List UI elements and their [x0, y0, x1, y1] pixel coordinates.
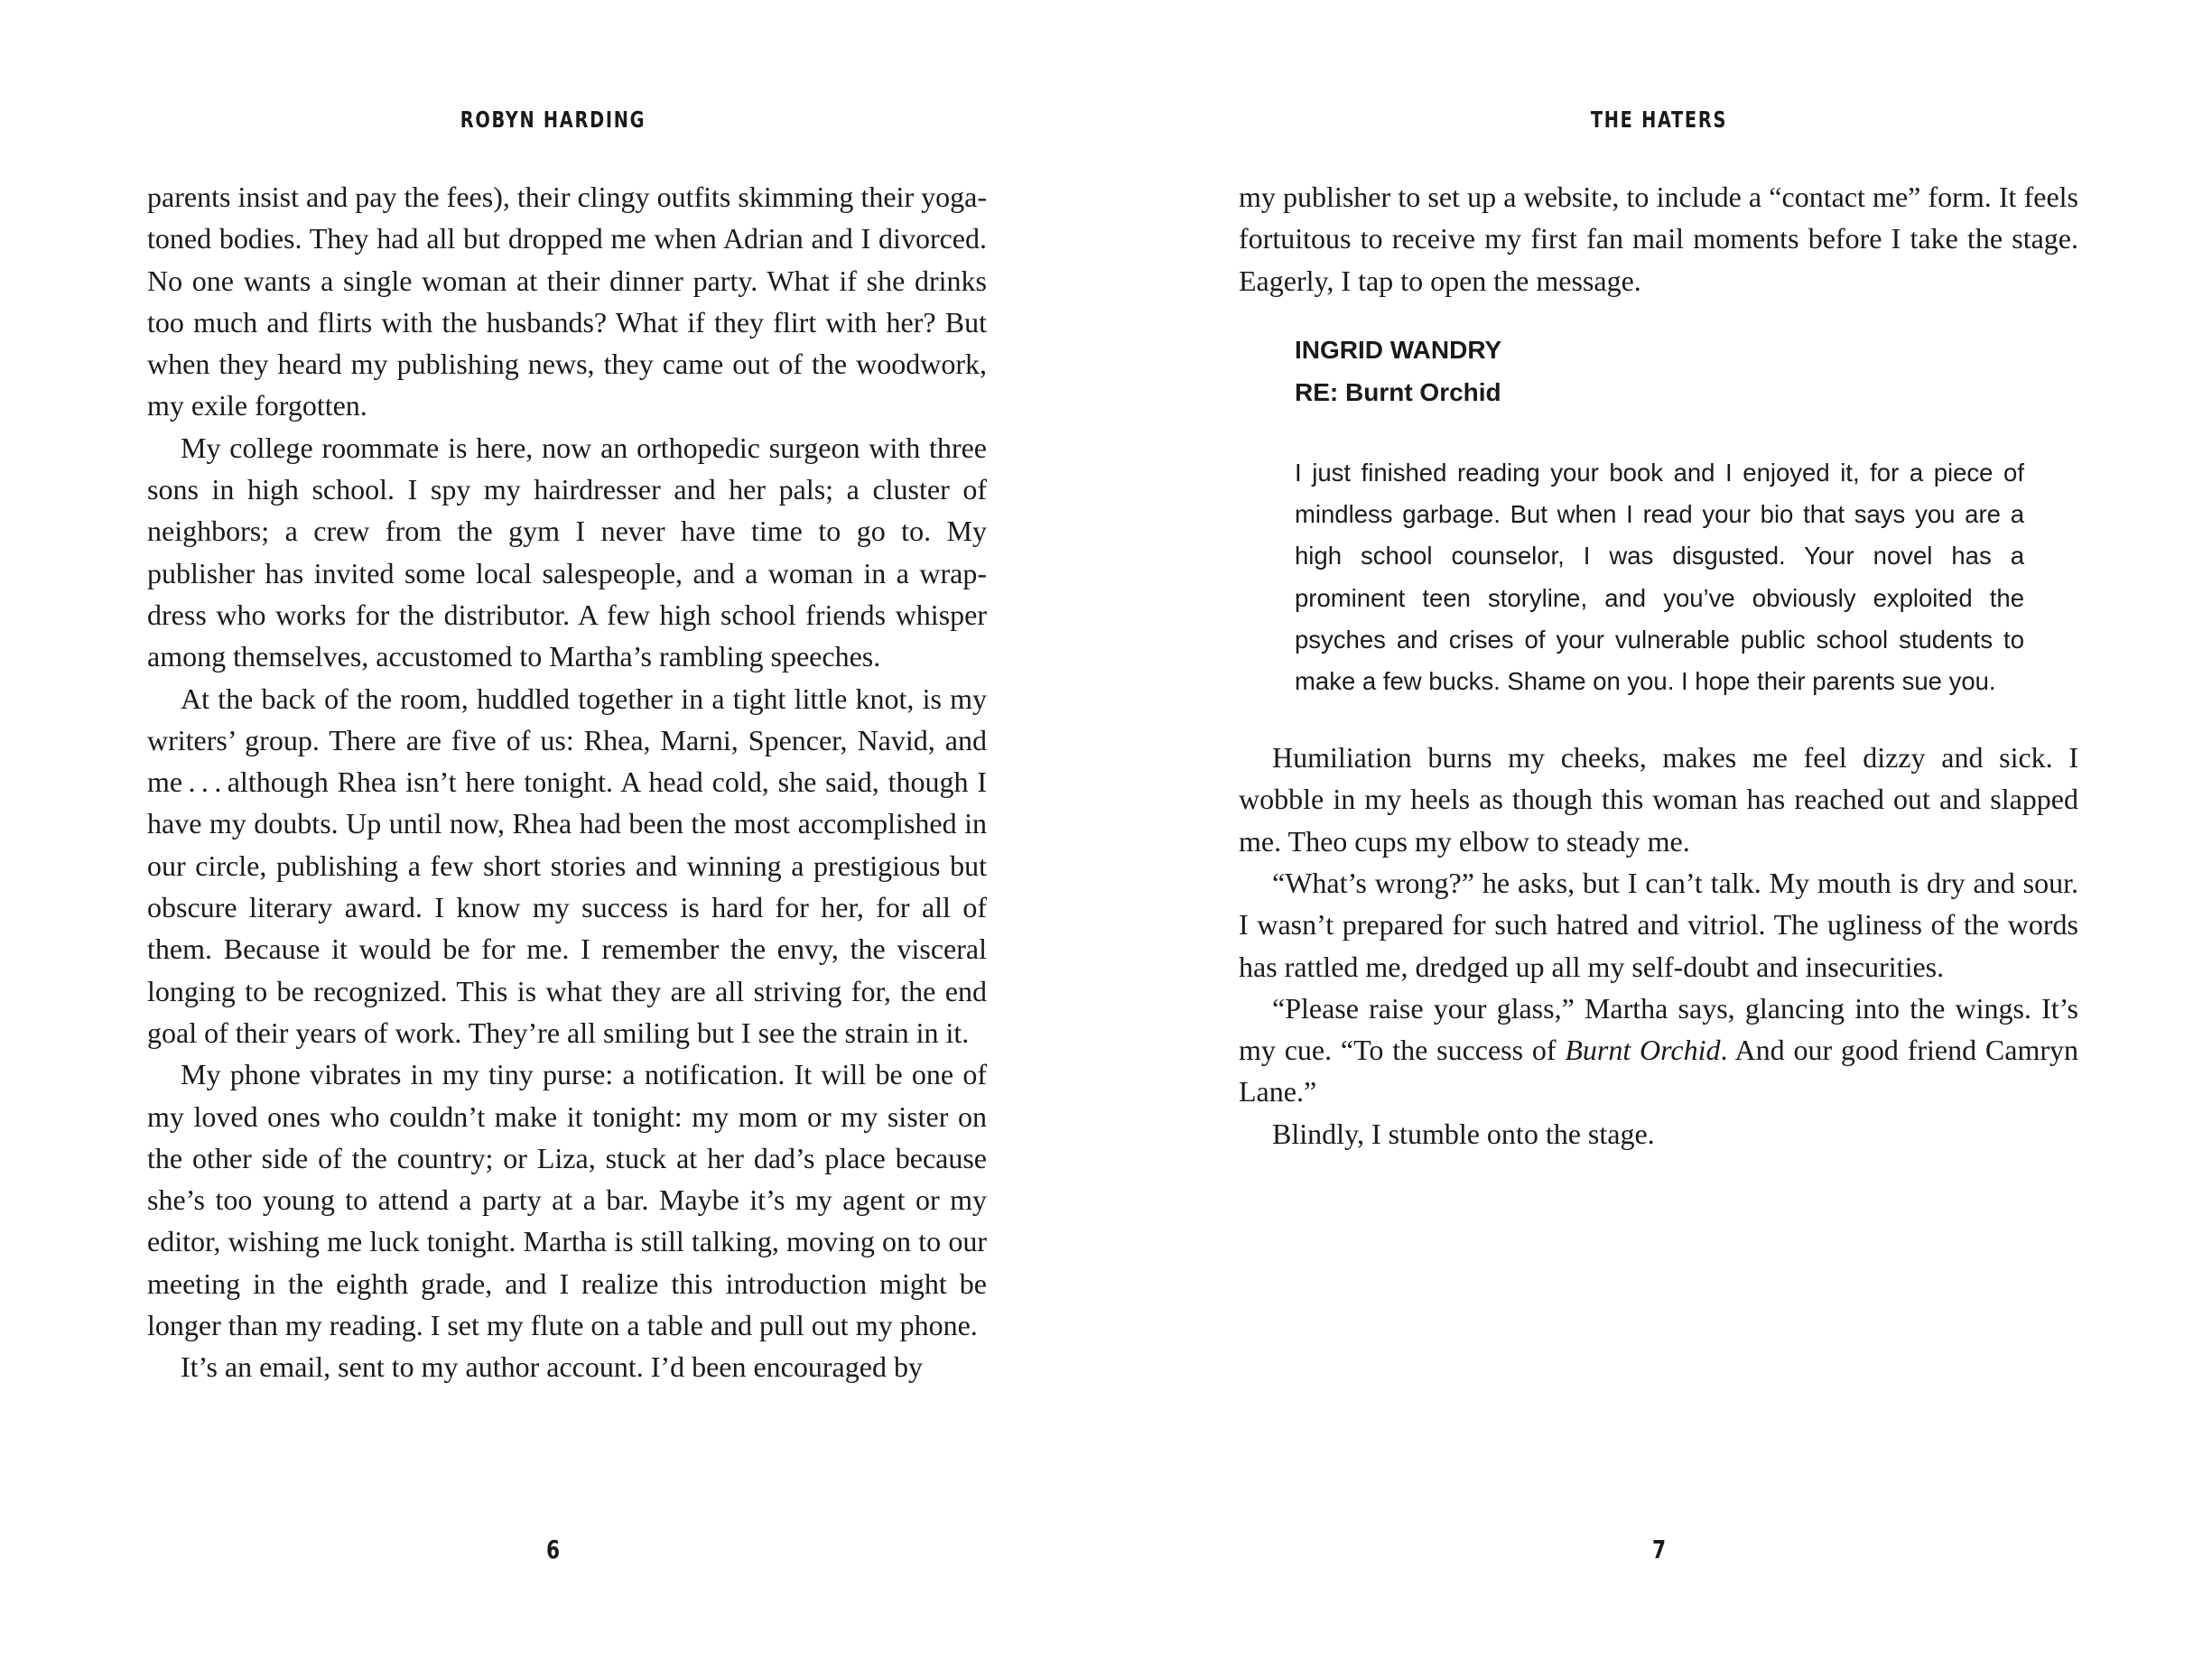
email-message: [1239, 329, 2024, 702]
paragraph: It’s an email, sent to my author account. I’d been encouraged by: [181, 1350, 923, 1384]
paragraph: Humiliation burns my cheeks, makes me feel dizzy and sick. I wobble in my heels as though this woman has reached out and slapped me. Theo cups my elbow to steady me.: [1239, 741, 2078, 858]
paragraph-toast: [1239, 988, 2078, 1113]
left-page-body: [147, 176, 987, 1388]
paragraph: parents insist and pay the fees), their clingy outfits skimming their yoga-toned bodies. They had all but dropped me when Adrian and I divorced. No one wants a single woman at their dinner party. What if she drinks too much and flirts with the husbands? What if they flirt with her? But when they heard my publishing news, they came out of the woodwork, my exile forgotten.: [147, 181, 987, 422]
toast-text-before: “Please raise your glass,” Martha says, glancing into the wings. It’s my cue. “To the success of: [1239, 991, 2078, 1067]
paragraph: Blindly, I stumble onto the stage.: [1272, 1117, 1655, 1150]
email-subject: RE: Burnt Orchid: [1295, 377, 1501, 406]
paragraph: My college roommate is here, now an orthopedic surgeon with three sons in high school. I spy my hairdresser and her pals; a cluster of neighbors; a crew from the gym I never have time to go to. My publisher has invited some local salespeople, and a woman in a wrap-dress who works for the distributor. A few high school friends whisper among themselves, accustomed to Martha’s rambling speeches.: [147, 431, 987, 673]
email-sender: INGRID WANDRY: [1295, 335, 1502, 364]
running-head-author: ROBYN HARDING: [460, 107, 646, 133]
paragraph: my publisher to set up a website, to include a “contact me” form. It feels fortuitous to receive my first fan mail moments before I take the stage. Eagerly, I tap to open the message.: [1239, 181, 2078, 297]
right-page-body: [1239, 176, 2078, 1155]
paragraph: “What’s wrong?” he asks, but I can’t talk. My mouth is dry and sour. I wasn’t prepared for such hatred and vitriol. The ugliness of the words has rattled me, dredged up all my self-doubt and insecurities.: [1239, 867, 2078, 983]
page-number: 6: [545, 1535, 561, 1564]
paragraph: My phone vibrates in my tiny purse: a notification. It will be one of my loved ones who couldn’t make it tonight: my mom or my sister on the other side of the country; or Liza, stuck at her dad’s place because she’s too young to attend a party at a bar. Maybe it’s my agent or my editor, wishing me luck tonight. Martha is still talking, moving on to our meeting in the eighth grade, and I realize this introduction might be longer than my reading. I set my flute on a table and pull out my phone.: [147, 1058, 987, 1342]
book-title: Burnt Orchid: [1565, 1034, 1721, 1067]
email-body: I just finished reading your book and I enjoyed it, for a piece of mindless garbage. But when I read your bio that says you are a high school counselor, I was disgusted. Your novel has a prominent teen storyline, and you’ve obviously exploited the psyches and crises of your vulnerable public school students to make a few bucks. Shame on you. I hope their parents sue you.: [1295, 458, 2024, 695]
running-head-title: THE HATERS: [1590, 107, 1728, 133]
page-number: 7: [1651, 1535, 1667, 1564]
toast-text-after: . And our good friend Camryn Lane.”: [1239, 1034, 2079, 1109]
right-page: [1106, 0, 2212, 1670]
paragraph: At the back of the room, huddled together in a tight little knot, is my writers’ group. There are five of us: Rhea, Marni, Spencer, Navid, and me . . . although Rhea isn’t here tonight. A head cold, she said, though I have my doubts. Up until now, Rhea had been the most accomplished in our circle, publishing a few short stories and winning a prestigious but obscure literary award. I know my success is hard for her, for all of them. Because it would be for me. I remember the envy, the visceral longing to be recognized. This is what they are all striving for, the end goal of their years of work. They’re all smiling but I see the strain in it.: [147, 682, 987, 1049]
